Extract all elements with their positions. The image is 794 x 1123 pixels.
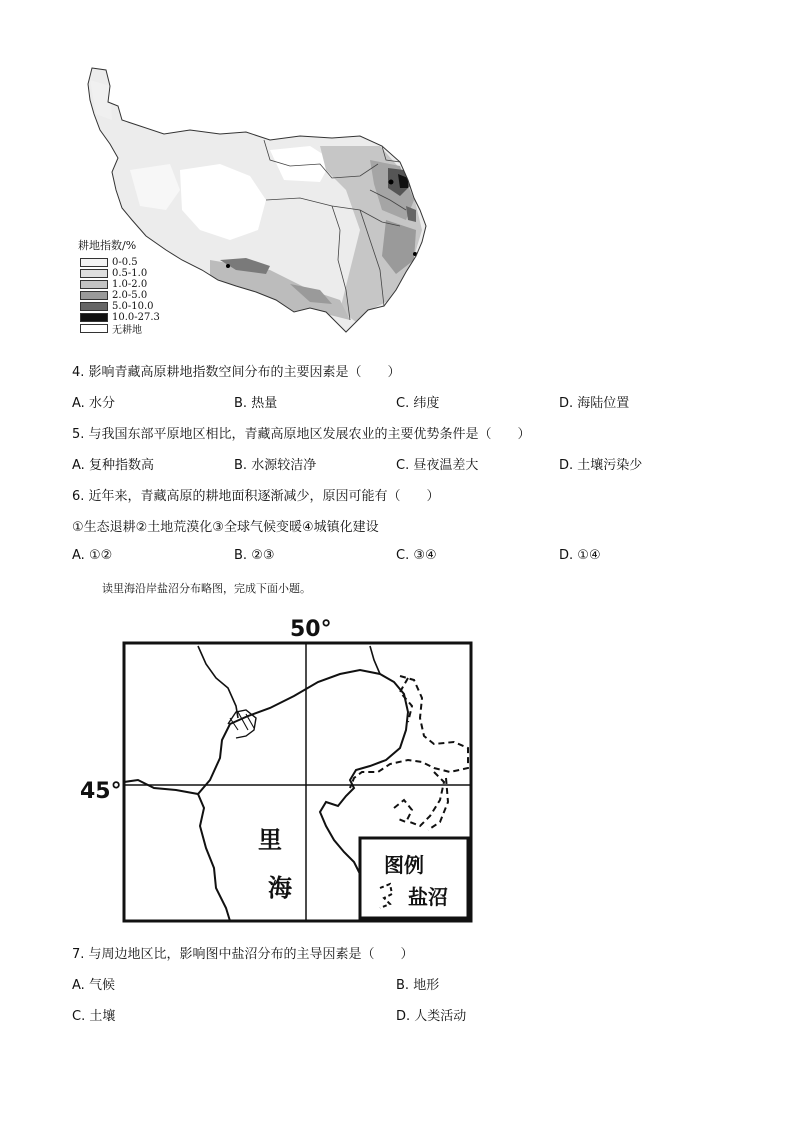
question-7-option-b[interactable]: B. 地形 bbox=[396, 978, 440, 993]
legend-label: 5.0-10.0 bbox=[112, 301, 154, 312]
question-5-option-a[interactable]: A. 复种指数高 bbox=[72, 458, 154, 473]
legend-label: 无耕地 bbox=[112, 325, 142, 336]
question-6-option-b[interactable]: B. ②③ bbox=[234, 548, 275, 563]
legend-row bbox=[80, 268, 160, 279]
legend-swatch bbox=[80, 291, 108, 300]
map2-intro: 读里海沿岸盐沼分布略图，完成下面小题。 bbox=[102, 582, 311, 595]
legend-label: 0-0.5 bbox=[112, 257, 138, 268]
question-4-stem: 4. 影响青藏高原耕地指数空间分布的主要因素是（ ） bbox=[72, 365, 401, 380]
latitude-label: 45° bbox=[80, 779, 122, 804]
question-5-option-b[interactable]: B. 水源较洁净 bbox=[234, 458, 317, 473]
legend-label: 2.0-5.0 bbox=[112, 290, 148, 301]
question-7-option-d[interactable]: D. 人类活动 bbox=[396, 1009, 467, 1024]
legend-label: 1.0-2.0 bbox=[112, 279, 148, 290]
question-5-option-c[interactable]: C. 昼夜温差大 bbox=[396, 458, 479, 473]
legend-swatch bbox=[80, 280, 108, 289]
longitude-label: 50° bbox=[290, 617, 332, 642]
legend-row bbox=[80, 290, 160, 301]
question-4-option-a[interactable]: A. 水分 bbox=[72, 396, 115, 411]
question-6-statements: ①生态退耕②土地荒漠化③全球气候变暖④城镇化建设 bbox=[72, 520, 379, 535]
question-6-stem: 6. 近年来，青藏高原的耕地面积逐渐减少，原因可能有（ ） bbox=[72, 489, 440, 504]
legend-label: 0.5-1.0 bbox=[112, 268, 148, 279]
legend-swatch bbox=[80, 269, 108, 278]
question-5-option-d[interactable]: D. 土壤污染少 bbox=[559, 458, 643, 473]
question-7-option-a[interactable]: A. 气候 bbox=[72, 978, 115, 993]
legend-row bbox=[80, 257, 160, 268]
legend-label: 10.0-27.3 bbox=[112, 312, 160, 323]
map2-legend-title: 图例 bbox=[384, 853, 424, 877]
question-7-option-c[interactable]: C. 土壤 bbox=[72, 1009, 116, 1024]
legend-title: 耕地指数/% bbox=[78, 239, 137, 252]
question-6-option-d[interactable]: D. ①④ bbox=[559, 548, 601, 563]
legend-swatch bbox=[80, 324, 108, 333]
question-6-option-a[interactable]: A. ①② bbox=[72, 548, 113, 563]
legend-row bbox=[80, 301, 160, 312]
farmland-index-legend bbox=[78, 237, 160, 334]
legend-swatch bbox=[80, 302, 108, 311]
map2-legend-item: 盐沼 bbox=[408, 885, 448, 909]
caspian-salt-marsh-map bbox=[78, 612, 478, 932]
question-4-option-b[interactable]: B. 热量 bbox=[234, 396, 278, 411]
legend-row bbox=[80, 323, 160, 334]
sea-label-li: 里 bbox=[258, 826, 282, 854]
sea-label-hai: 海 bbox=[268, 874, 292, 902]
legend-swatch bbox=[80, 313, 108, 322]
question-4-option-d[interactable]: D. 海陆位置 bbox=[559, 396, 630, 411]
legend-row bbox=[80, 279, 160, 290]
question-6-option-c[interactable]: C. ③④ bbox=[396, 548, 437, 563]
legend-swatch bbox=[80, 258, 108, 267]
question-7-stem: 7. 与周边地区比，影响图中盐沼分布的主导因素是（ ） bbox=[72, 947, 414, 962]
question-5-stem: 5. 与我国东部平原地区相比，青藏高原地区发展农业的主要优势条件是（ ） bbox=[72, 427, 531, 442]
question-4-option-c[interactable]: C. 纬度 bbox=[396, 396, 440, 411]
